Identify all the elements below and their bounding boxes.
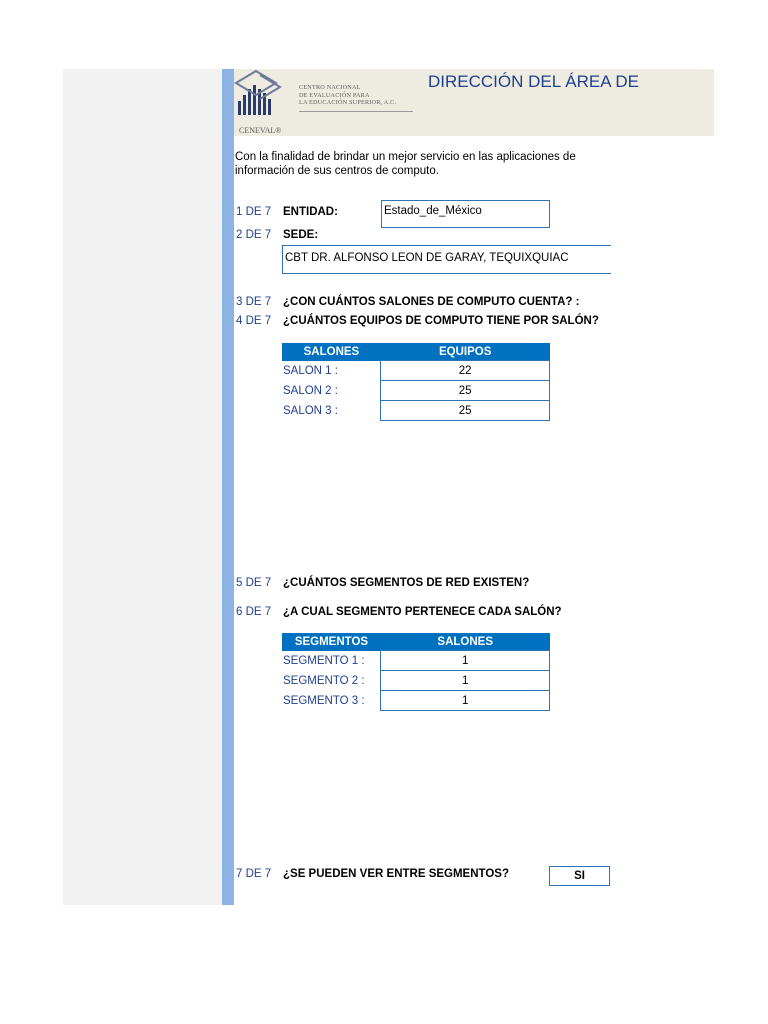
org-underline [299,111,413,112]
step-4-number: 4 DE 7 [236,315,272,327]
table-row [282,651,550,671]
side-accent-bar [222,69,234,905]
logo-text: CENEVAL® [239,126,282,135]
table-row [282,361,550,381]
step-6-number: 6 DE 7 [236,606,272,618]
column-header: EQUIPOS [381,343,550,361]
salones-cell[interactable]: 1 [381,651,550,671]
org-line-2: DE EVALUACIÓN PARA [299,91,370,99]
row-label: SALON 3 : [283,404,338,417]
left-panel [63,69,222,905]
intro-paragraph [235,151,611,181]
column-header: SALONES [282,343,381,361]
table-row [282,381,550,401]
equipos-cell[interactable]: 22 [381,361,550,381]
sede-field[interactable]: CBT DR. ALFONSO LEON DE GARAY, TEQUIXQUIAC [282,245,611,274]
step-5-number: 5 DE 7 [236,577,272,589]
table-row [282,691,550,711]
column-header: SEGMENTOS [282,633,381,651]
column-header: SALONES [381,633,550,651]
table-row [282,671,550,691]
sede-label: SEDE: [283,229,319,241]
row-label: SEGMENTO 3 : [283,694,365,707]
intro-line-1: Con la finalidad de brindar un mejor servicio en las aplicaciones de [235,151,576,163]
segmentos-visibility-field[interactable]: SI [549,866,610,886]
segmentos-table [282,633,550,711]
entidad-label: ENTIDAD: [283,206,338,218]
organization-name [299,84,396,107]
table-header-row [282,343,550,361]
table-header-row [282,633,550,651]
row-label: SEGMENTO 1 : [283,654,365,667]
step-7-number: 7 DE 7 [236,868,272,880]
salones-cell[interactable]: 1 [381,671,550,691]
step-3-number: 3 DE 7 [236,296,272,308]
row-label: SALON 1 : [283,364,338,377]
ceneval-logo-icon [236,69,296,121]
table-row [282,401,550,421]
page-title: DIRECCIÓN DEL ÁREA DE [428,72,639,91]
row-label: SALON 2 : [283,384,338,397]
segmento-salon-question: ¿A CUAL SEGMENTO PERTENECE CADA SALÓN? [283,606,562,618]
segmentos-visibility-question: ¿SE PUEDEN VER ENTRE SEGMENTOS? [283,868,509,880]
equipos-question: ¿CUÁNTOS EQUIPOS DE COMPUTO TIENE POR SALÓN? [283,315,599,327]
salones-count-question: ¿CON CUÁNTOS SALONES DE COMPUTO CUENTA? : [283,296,580,308]
equipos-cell[interactable]: 25 [381,401,550,421]
intro-line-2: información de sus centros de computo. [235,164,439,177]
step-2-number: 2 DE 7 [236,229,272,241]
equipos-cell[interactable]: 25 [381,381,550,401]
segmentos-count-question: ¿CUÁNTOS SEGMENTOS DE RED EXISTEN? [283,577,530,589]
salones-table [282,343,550,421]
org-line-3: LA EDUCACIÓN SUPERIOR, A.C. [299,99,397,106]
entidad-field[interactable]: Estado_de_México [381,200,550,228]
salones-cell[interactable]: 1 [381,691,550,711]
row-label: SEGMENTO 2 : [283,674,365,687]
org-line-1: CENTRO NACIONAL [299,84,361,91]
step-1-number: 1 DE 7 [236,206,272,218]
